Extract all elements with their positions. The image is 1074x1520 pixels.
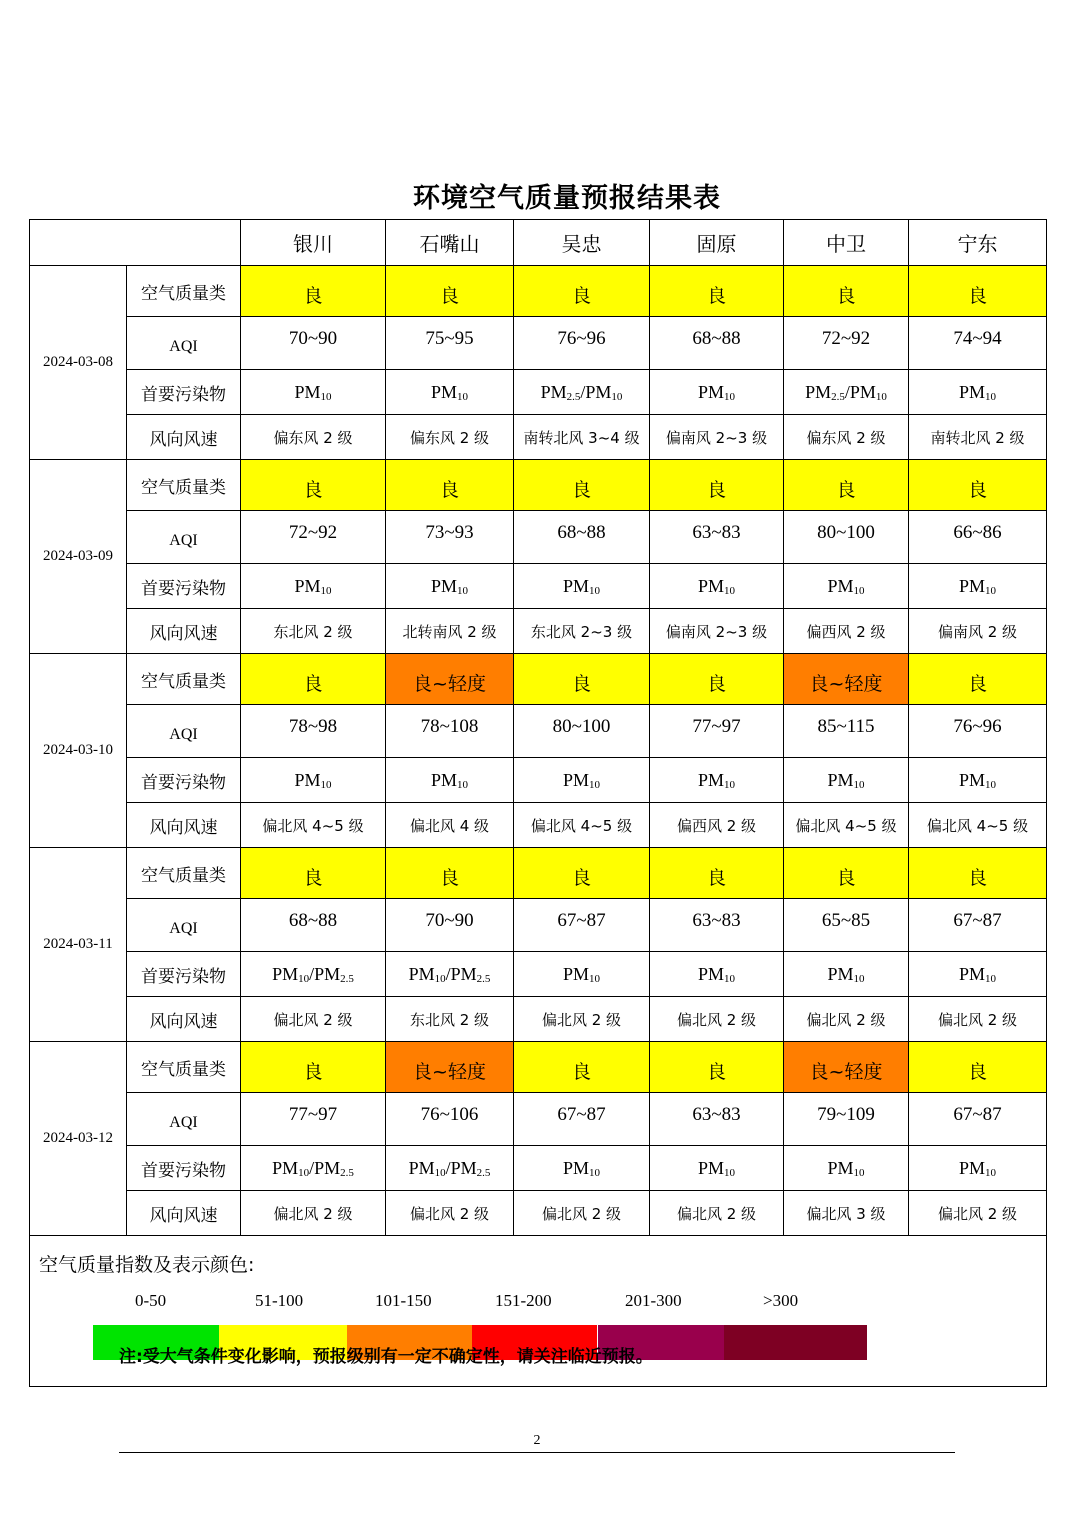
quality-cell: 良~轻度 (386, 1042, 514, 1093)
row-pollutant (30, 1146, 1047, 1191)
wind-cell: 偏北风 2 级 (514, 997, 650, 1042)
row-label-quality: 空气质量类 (127, 460, 241, 511)
quality-cell: 良 (241, 266, 386, 317)
wind-cell: 偏北风 2 级 (909, 1191, 1047, 1236)
wind-cell: 偏北风 4~5 级 (241, 803, 386, 848)
row-label-quality: 空气质量类 (127, 266, 241, 317)
quality-cell: 良 (650, 848, 784, 899)
pollutant-cell: $PM_{10}$ (909, 758, 1047, 803)
corner-cell (30, 220, 241, 266)
legend-label: 151-200 (495, 1291, 552, 1310)
quality-cell: 良 (514, 654, 650, 705)
pollutant-cell: $PM_{10}$ (909, 952, 1047, 997)
quality-cell: 良~轻度 (386, 654, 514, 705)
aqi-cell: 78~108 (386, 705, 514, 758)
pollutant-cell: $PM_{10}/PM_{2.5}$ (386, 952, 514, 997)
wind-cell: 偏北风 2 级 (784, 997, 909, 1042)
row-label-pollutant: 首要污染物 (127, 370, 241, 415)
aqi-cell: 80~100 (784, 511, 909, 564)
quality-cell: 良 (514, 266, 650, 317)
row-pollutant (30, 370, 1047, 415)
date-cell: 2024-03-09 (30, 460, 127, 654)
wind-cell: 偏北风 2 级 (650, 1191, 784, 1236)
legend-label: >300 (763, 1291, 799, 1310)
pollutant-cell: $PM_{10}$ (909, 564, 1047, 609)
quality-cell: 良~轻度 (784, 654, 909, 705)
aqi-cell: 76~96 (909, 705, 1047, 758)
quality-cell: 良 (386, 266, 514, 317)
city-header: 中卫 (784, 220, 909, 266)
wind-cell: 偏西风 2 级 (650, 803, 784, 848)
quality-cell: 良 (386, 848, 514, 899)
pollutant-cell: $PM_{10}$ (241, 370, 386, 415)
pollutant-cell: $PM_{10}/PM_{2.5}$ (386, 1146, 514, 1191)
row-quality (30, 848, 1047, 899)
pollutant-cell: $PM_{10}$ (784, 758, 909, 803)
quality-cell: 良 (784, 848, 909, 899)
wind-cell: 北转南风 2 级 (386, 609, 514, 654)
legend-swatch-severe (724, 1325, 867, 1360)
aqi-cell: 63~83 (650, 511, 784, 564)
pollutant-cell: $PM_{10}$ (514, 952, 650, 997)
aqi-cell: 66~86 (909, 511, 1047, 564)
wind-cell: 偏北风 2 级 (386, 1191, 514, 1236)
quality-cell: 良 (909, 460, 1047, 511)
quality-cell: 良 (909, 266, 1047, 317)
legend-label: 0-50 (135, 1291, 167, 1310)
row-aqi (30, 899, 1047, 952)
aqi-cell: 63~83 (650, 899, 784, 952)
date-cell: 2024-03-11 (30, 848, 127, 1042)
quality-cell: 良 (650, 266, 784, 317)
row-wind (30, 803, 1047, 848)
row-label-aqi: AQI (127, 317, 241, 370)
pollutant-cell: $PM_{10}$ (909, 1146, 1047, 1191)
aqi-cell: 77~97 (241, 1093, 386, 1146)
row-quality (30, 654, 1047, 705)
wind-cell: 偏北风 2 级 (514, 1191, 650, 1236)
pollutant-cell: $PM_{10}$ (784, 952, 909, 997)
wind-cell: 南转北风 3~4 级 (514, 415, 650, 460)
row-label-quality: 空气质量类 (127, 848, 241, 899)
wind-cell: 偏北风 4~5 级 (909, 803, 1047, 848)
wind-cell: 偏北风 2 级 (241, 1191, 386, 1236)
row-label-wind: 风向风速 (127, 803, 241, 848)
row-pollutant (30, 952, 1047, 997)
row-label-quality: 空气质量类 (127, 654, 241, 705)
row-label-aqi: AQI (127, 1093, 241, 1146)
pollutant-cell: $PM_{10}$ (909, 370, 1047, 415)
aqi-cell: 67~87 (909, 1093, 1047, 1146)
pollutant-cell: $PM_{10}$ (784, 1146, 909, 1191)
quality-cell: 良 (241, 654, 386, 705)
pollutant-cell: $PM_{10}$ (650, 952, 784, 997)
quality-cell: 良 (909, 1042, 1047, 1093)
pollutant-cell: $PM_{10}$ (386, 758, 514, 803)
wind-cell: 东北风 2 级 (241, 609, 386, 654)
aqi-cell: 78~98 (241, 705, 386, 758)
wind-cell: 偏北风 2 级 (241, 997, 386, 1042)
aqi-cell: 76~106 (386, 1093, 514, 1146)
wind-cell: 东北风 2 级 (386, 997, 514, 1042)
wind-cell: 偏西风 2 级 (784, 609, 909, 654)
pollutant-cell: $PM_{10}$ (650, 1146, 784, 1191)
quality-cell: 良 (784, 266, 909, 317)
page-title: 环境空气质量预报结果表 (413, 183, 721, 214)
aqi-cell: 77~97 (650, 705, 784, 758)
wind-cell: 偏北风 2 级 (909, 997, 1047, 1042)
pollutant-cell: $PM_{2.5}/PM_{10}$ (514, 370, 650, 415)
wind-cell: 偏北风 4 级 (386, 803, 514, 848)
quality-cell: 良 (784, 460, 909, 511)
pollutant-cell: $PM_{10}$ (241, 758, 386, 803)
quality-cell: 良 (650, 460, 784, 511)
quality-cell: 良~轻度 (784, 1042, 909, 1093)
pollutant-cell: $PM_{10}/PM_{2.5}$ (241, 1146, 386, 1191)
aqi-cell: 67~87 (909, 899, 1047, 952)
aqi-cell: 70~90 (386, 899, 514, 952)
pollutant-cell: $PM_{10}$ (650, 370, 784, 415)
pollutant-cell: $PM_{2.5}/PM_{10}$ (784, 370, 909, 415)
legend-label: 201-300 (625, 1291, 682, 1310)
aqi-cell: 75~95 (386, 317, 514, 370)
quality-cell: 良 (241, 848, 386, 899)
pollutant-cell: $PM_{10}$ (650, 564, 784, 609)
quality-cell: 良 (909, 654, 1047, 705)
wind-cell: 东北风 2~3 级 (514, 609, 650, 654)
aqi-cell: 68~88 (241, 899, 386, 952)
row-wind (30, 1191, 1047, 1236)
aqi-cell: 80~100 (514, 705, 650, 758)
aqi-cell: 72~92 (241, 511, 386, 564)
row-wind (30, 997, 1047, 1042)
aqi-cell: 85~115 (784, 705, 909, 758)
wind-cell: 偏北风 4~5 级 (784, 803, 909, 848)
city-header: 吴忠 (514, 220, 650, 266)
date-cell: 2024-03-12 (30, 1042, 127, 1236)
pollutant-cell: $PM_{10}$ (514, 564, 650, 609)
row-label-pollutant: 首要污染物 (127, 952, 241, 997)
aqi-cell: 63~83 (650, 1093, 784, 1146)
aqi-cell: 67~87 (514, 899, 650, 952)
row-label-aqi: AQI (127, 705, 241, 758)
footer-rule (119, 1452, 955, 1453)
row-aqi (30, 317, 1047, 370)
pollutant-cell: $PM_{10}$ (514, 758, 650, 803)
quality-cell: 良 (909, 848, 1047, 899)
wind-cell: 偏东风 2 级 (386, 415, 514, 460)
quality-cell: 良 (386, 460, 514, 511)
forecast-note: 注:受大气条件变化影响，预报级别有一定不确定性，请关注临近预报。 (119, 1347, 653, 1367)
pollutant-cell: $PM_{10}$ (386, 370, 514, 415)
city-header: 石嘴山 (386, 220, 514, 266)
wind-cell: 偏南风 2~3 级 (650, 415, 784, 460)
aqi-cell: 67~87 (514, 1093, 650, 1146)
date-cell: 2024-03-08 (30, 266, 127, 460)
row-label-wind: 风向风速 (127, 609, 241, 654)
city-header: 固原 (650, 220, 784, 266)
row-wind (30, 415, 1047, 460)
aqi-cell: 79~109 (784, 1093, 909, 1146)
quality-cell: 良 (514, 848, 650, 899)
aqi-cell: 65~85 (784, 899, 909, 952)
row-quality (30, 460, 1047, 511)
wind-cell: 偏南风 2 级 (909, 609, 1047, 654)
pollutant-cell: $PM_{10}$ (386, 564, 514, 609)
aqi-cell: 72~92 (784, 317, 909, 370)
date-cell: 2024-03-10 (30, 654, 127, 848)
quality-cell: 良 (650, 654, 784, 705)
row-label-pollutant: 首要污染物 (127, 1146, 241, 1191)
pollutant-cell: $PM_{10}$ (650, 758, 784, 803)
aqi-cell: 68~88 (514, 511, 650, 564)
quality-cell: 良 (514, 1042, 650, 1093)
legend-label: 101-150 (375, 1291, 432, 1310)
row-wind (30, 609, 1047, 654)
pollutant-cell: $PM_{10}/PM_{2.5}$ (241, 952, 386, 997)
row-aqi (30, 705, 1047, 758)
row-quality (30, 266, 1047, 317)
pollutant-cell: $PM_{10}$ (784, 564, 909, 609)
aqi-cell: 73~93 (386, 511, 514, 564)
legend-label: 51-100 (255, 1291, 304, 1310)
row-label-quality: 空气质量类 (127, 1042, 241, 1093)
wind-cell: 偏北风 2 级 (650, 997, 784, 1042)
pollutant-cell: $PM_{10}$ (241, 564, 386, 609)
row-label-aqi: AQI (127, 511, 241, 564)
row-label-pollutant: 首要污染物 (127, 564, 241, 609)
quality-cell: 良 (241, 1042, 386, 1093)
row-aqi (30, 1093, 1047, 1146)
page-number: 2 (533, 1433, 541, 1448)
wind-cell: 偏东风 2 级 (241, 415, 386, 460)
city-header: 宁东 (909, 220, 1047, 266)
aqi-cell: 76~96 (514, 317, 650, 370)
wind-cell: 偏东风 2 级 (784, 415, 909, 460)
row-quality (30, 1042, 1047, 1093)
wind-cell: 偏北风 3 级 (784, 1191, 909, 1236)
aqi-cell: 70~90 (241, 317, 386, 370)
row-label-wind: 风向风速 (127, 997, 241, 1042)
pollutant-cell: $PM_{10}$ (514, 1146, 650, 1191)
row-pollutant (30, 758, 1047, 803)
row-aqi (30, 511, 1047, 564)
aqi-cell: 74~94 (909, 317, 1047, 370)
wind-cell: 南转北风 2 级 (909, 415, 1047, 460)
quality-cell: 良 (241, 460, 386, 511)
row-label-aqi: AQI (127, 899, 241, 952)
legend-title: 空气质量指数及表示颜色: (39, 1254, 255, 1276)
city-header: 银川 (241, 220, 386, 266)
aqi-cell: 68~88 (650, 317, 784, 370)
header-row (30, 220, 1047, 266)
row-label-wind: 风向风速 (127, 415, 241, 460)
row-label-wind: 风向风速 (127, 1191, 241, 1236)
quality-cell: 良 (650, 1042, 784, 1093)
wind-cell: 偏南风 2~3 级 (650, 609, 784, 654)
quality-cell: 良 (514, 460, 650, 511)
wind-cell: 偏北风 4~5 级 (514, 803, 650, 848)
forecast-table (29, 219, 1047, 1387)
row-pollutant (30, 564, 1047, 609)
row-label-pollutant: 首要污染物 (127, 758, 241, 803)
